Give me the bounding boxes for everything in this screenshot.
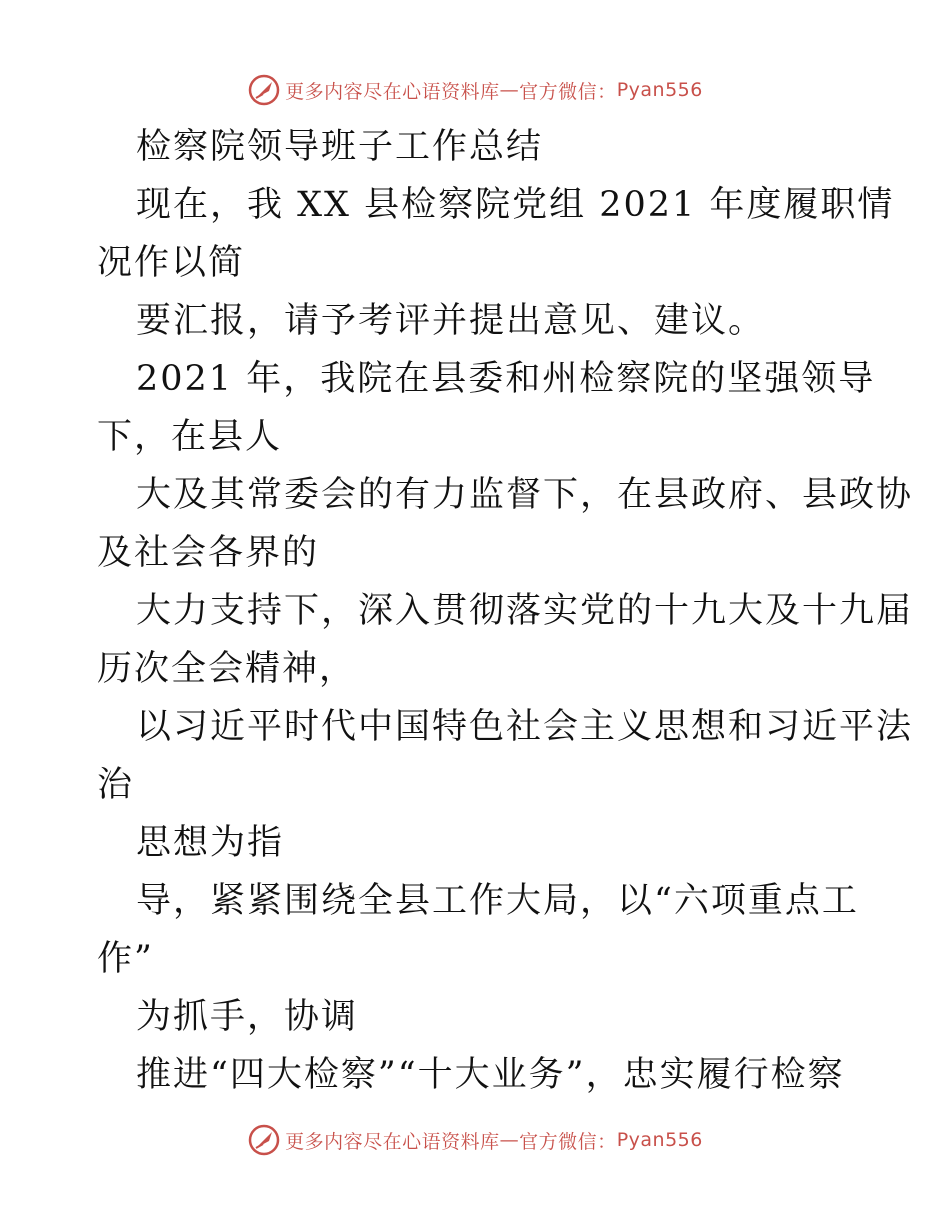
watermark-label: 官方微信： [519,80,617,103]
watermark-footer [0,1120,950,1160]
body-line: 作” [97,939,154,979]
watermark-brand: 更多内容尽在心语资料库 [285,80,500,103]
watermark-label: 官方微信： [519,1130,617,1153]
document-title: 检察院领导班子工作总结 [136,127,544,167]
watermark-wechat-id: Pyan556 [616,79,703,101]
watermark-separator: — [499,79,520,101]
body-line: 大及其常委会的有力监督下，在县政府、县政协 [136,475,914,515]
body-line: 况作以简 [97,243,246,283]
body-line: 历次全会精神， [97,649,357,689]
body-line: 现在，我 XX 县检察院党组 2021 年度履职情 [136,185,895,225]
body-line: 要汇报，请予考评并提出意见、建议。 [136,301,766,341]
body-line: 以习近平时代中国特色社会主义思想和习近平法 [136,707,914,747]
body-line: 大力支持下，深入贯彻落实党的十九大及十九届 [136,591,914,631]
body-line: 推进“四大检察”“十大业务”，忠实履行检察 [136,1055,845,1095]
body-line: 及社会各界的 [97,533,320,573]
watermark-header [0,70,950,110]
body-line: 2021 年，我院在县委和州检察院的坚强领导 [136,359,876,399]
watermark-wechat-id: Pyan556 [616,1129,703,1151]
quill-pen-logo-icon [247,73,281,107]
body-line: 思想为指 [136,823,285,863]
watermark-separator: — [499,1129,520,1151]
quill-pen-logo-icon [247,1123,281,1157]
body-line: 导，紧紧围绕全县工作大局，以“六项重点工 [136,881,859,921]
body-line: 治 [97,765,135,805]
body-line: 下，在县人 [97,417,283,457]
body-line: 为抓手，协调 [136,997,359,1037]
document-body [97,118,914,1104]
watermark-brand: 更多内容尽在心语资料库 [285,1130,500,1153]
